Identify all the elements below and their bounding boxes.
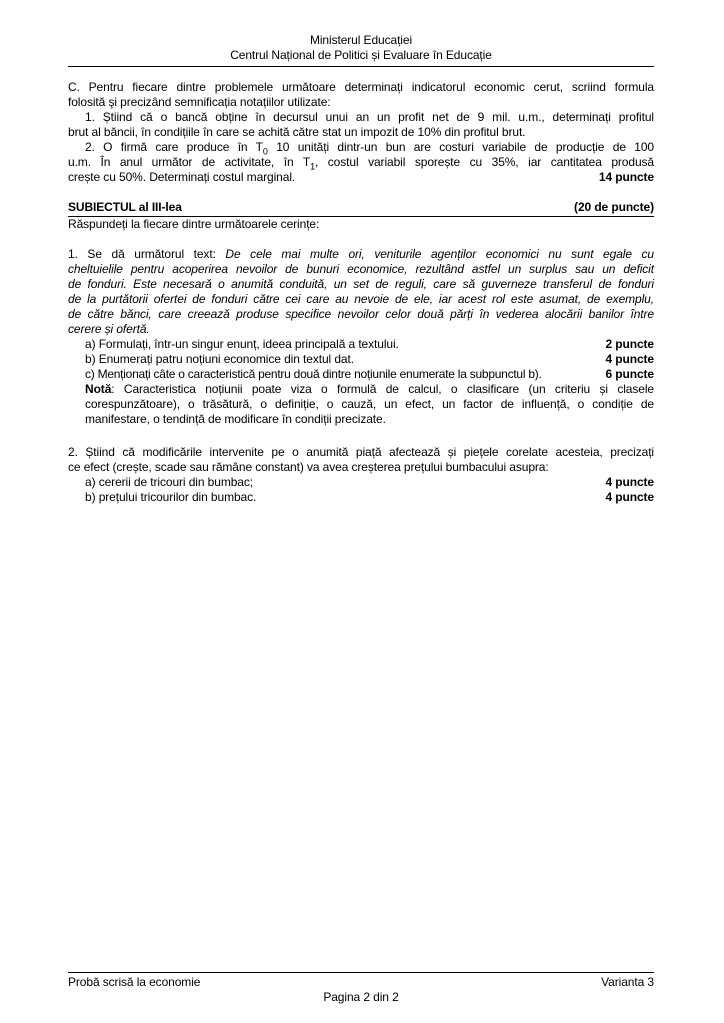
item-1-note-line-3: manifestare, o tendință de modificare în condiții precizate. (85, 412, 386, 426)
item-2-subpoint-a-points: 4 puncte (605, 475, 654, 489)
item-1-quote-line-2: cheltuielile pentru acoperirea nevoilor de bunuri economice, rezultând astfel un surplus sau un deficit (68, 262, 654, 276)
item-1-quote-line-4: de la purtătorii ofertei de fonduri către cei care au nevoie de ele, iar acest rol este asumat, de exemplu, (68, 292, 654, 306)
subject-3-title: SUBIECTUL al III-lea (68, 200, 182, 214)
section-c-problem-2-line-3: crește cu 50%. Determinați costul marginal. 14 puncte (68, 170, 654, 184)
section-c-points: 14 puncte (598, 170, 654, 184)
section-c-intro-line-1: C. Pentru fiecare dintre problemele următoare determinați indicatorul economic cerut, scriind formula (68, 80, 654, 94)
item-2-subpoint-a: a) cererii de tricouri din bumbac; 4 puncte (85, 475, 654, 489)
header-ministry: Ministerul Educației (309, 33, 413, 47)
subscript-t1: 1 (310, 161, 315, 172)
section-c-problem-2-line-2: u.m. În anul următor de activitate, în $T_1$, costul variabil sporește cu 35%, iar cantitatea produsă (68, 155, 654, 172)
subject-3-item-2 (68, 445, 654, 505)
item-2-subpoint-b: b) prețului tricourilor din bumbac. 4 puncte (85, 490, 654, 504)
item-1-subpoint-c: c) Menționați câte o caracteristică pentru două dintre noțiunile enumerate la subpunctul b). 6 puncte (85, 367, 654, 381)
footer-row-1 (68, 972, 654, 990)
footer-page-number: Pagina 2 din 2 (323, 990, 399, 1004)
item-2-subpoints (85, 475, 654, 505)
item-2-line-2: ce efect (crește, scade sau rămâne constant) va avea creșterea prețului bumbacului asupra: (68, 460, 549, 474)
section-c-problem-1-line-1: 1. Știind că o bancă obține în decursul unui an un profit net de 9 mil. u.m., determinați profitul (85, 110, 654, 124)
item-1-subpoint-b: b) Enumerați patru noțiuni economice din textul dat. 4 puncte (85, 352, 654, 366)
item-1-quote-line-6: cerere și ofertă. (68, 322, 150, 336)
section-c-problem-2-line-1: 2. O firmă care produce în $T_0$ 10 unități dintr-un bun are costuri variabile de producție de 100 (85, 140, 655, 157)
note-label: Notă (85, 382, 112, 396)
item-1-note-line-1: Notă: Caracteristica noțiunii poate viza o formulă de calcul, o clasificare (un criteriu și clasele (85, 382, 654, 396)
item-1-subpoint-a-points: 2 puncte (605, 337, 654, 351)
item-1-note-line-2: corespunzătoare), o trăsătură, o definiție, o cauză, un efect, un factor de influență, o condiție de (85, 397, 654, 411)
item-1-quote-line-3: de fonduri. Este necesară o anumită conduită, un set de reguli, care să guverneze transferul de fonduri (68, 277, 654, 291)
page-footer (68, 972, 654, 1005)
page-content (68, 80, 654, 505)
item-1-subpoints (85, 337, 654, 427)
section-c-problem-1-line-2: brut al băncii, în condițiile în care se achită către stat un impozit de 10% din profitul brut. (68, 125, 526, 139)
footer-exam-type: Probă scrisă la economie (68, 975, 201, 989)
subject-3-intro: Răspundeți la fiecare dintre următoarele cerințe: (68, 217, 320, 231)
vertical-spacer (68, 232, 654, 247)
subject-3-heading (68, 200, 654, 217)
section-c-intro-line-2: folosită şi precizând semnificația notațiilor utilizate: (68, 95, 331, 109)
item-1-subpoint-a: a) Formulați, într-un singur enunț, ideea principală a textului. 2 puncte (85, 337, 654, 351)
item-1-subpoint-b-points: 4 puncte (605, 352, 654, 366)
vertical-spacer (68, 427, 654, 445)
item-1-line-1: 1. Se dă următorul text: De cele mai multe ori, veniturile agenților economici nu sunt egale cu (68, 247, 654, 261)
page-header (68, 0, 654, 67)
item-1-subpoint-c-points: 6 puncte (605, 367, 654, 381)
header-center: Centrul Național de Politici și Evaluare în Educație (230, 48, 492, 62)
item-2-line-1: 2. Știind că modificările intervenite pe o anumită piață afectează și piețele corelate acesteia, precizați (68, 445, 654, 459)
footer-variant: Varianta 3 (601, 975, 654, 989)
subscript-t0: 0 (262, 146, 268, 157)
item-1-quote-line-5: de către bănci, care creează produse specifice nevoilor celor două părți în vederea alocării banilor între (68, 307, 654, 321)
item-2-subpoint-b-points: 4 puncte (605, 490, 654, 504)
subject-3-item-1 (68, 247, 654, 427)
subject-3-total-points: (20 de puncte) (574, 200, 654, 214)
section-c (68, 80, 654, 185)
